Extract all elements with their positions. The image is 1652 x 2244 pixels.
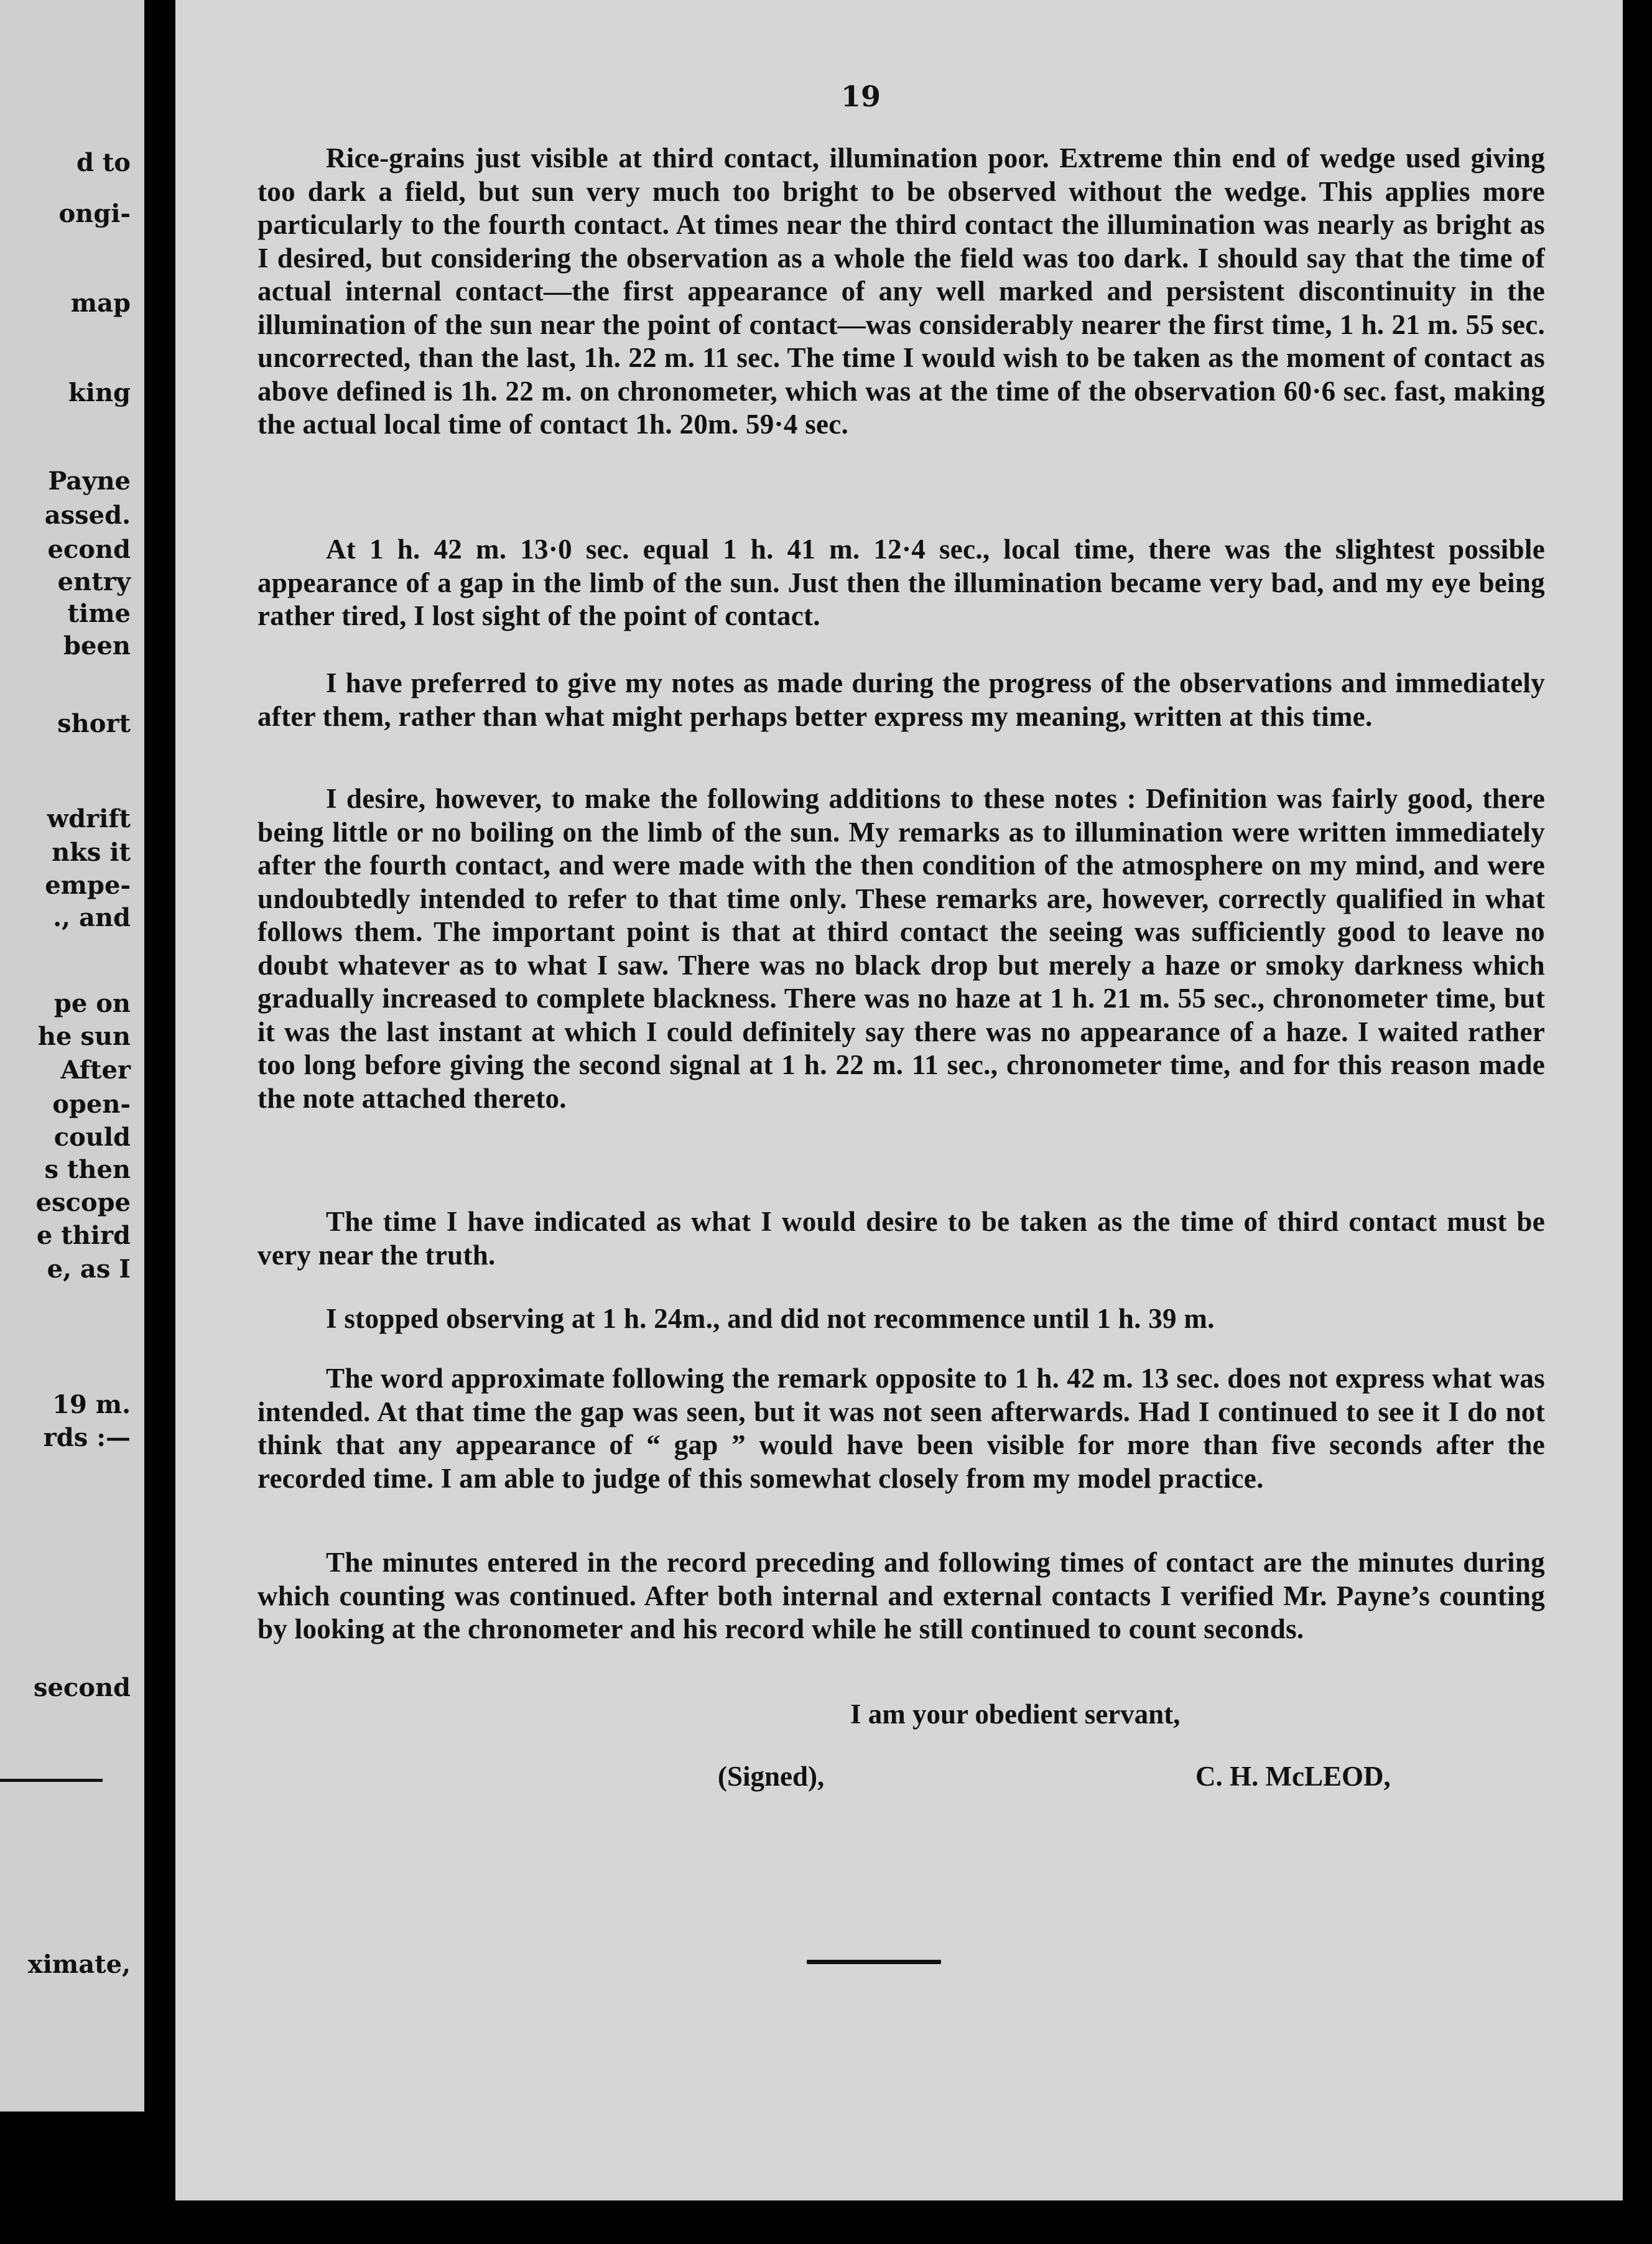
paragraph-observation-notes: Rice-grains just visible at third contact, illumination poor. Extreme thin end of wedge used giving too dark a field, but sun very much too bright to be observed without the wedge. This applies more particularly to the fourth contact. At times near the third contact the illumination was nearly as bright as I desired, but considering the observation as a whole the field was too dark. I should say that the time of actual internal contact—the first appearance of any well marked and persistent discontinuity in the illumination of the sun near the point of contact—was considerably nearer the first time, 1 h. 21 m. 55 sec. uncorrected, than the last, 1h. 22 m. 11 sec. The time I would wish to be taken as the moment of contact as above defined is 1h. 22 m. on chronometer, which was at the time of the observation 60·6 sec. fast, making the actual local time of contact 1h. 20m. 59·4 sec. [258, 142, 1545, 440]
facing-page-line: been [63, 631, 131, 661]
facing-page-line: entry [57, 567, 131, 596]
signature-name: C. H. McLEOD, [1195, 1761, 1391, 1792]
paragraph-word-approximate: The word approximate following the remark opposite to 1 h. 42 m. 13 sec. does not express what was intended. At that time the gap was seen, but it was not seen afterwards. Had I continued to see it I do not think that any appearance of “ gap ” would have been visible for more than five seconds after the recorded time. I am able to judge of this somewhat closely from my model practice. [258, 1363, 1545, 1494]
facing-page-line: he sun [37, 1022, 131, 1051]
facing-page-line: open- [52, 1090, 131, 1119]
facing-page-line: pe on [53, 989, 131, 1018]
paragraph-stopped-observing: I stopped observing at 1 h. 24m., and did not recommence until 1 h. 39 m. [326, 1303, 1215, 1334]
facing-page-line: king [68, 378, 131, 407]
facing-page-line: e third [36, 1221, 131, 1250]
facing-page-line: nks it [52, 838, 131, 867]
facing-page-line: Payne [48, 466, 131, 496]
facing-page-line: ., and [53, 903, 131, 932]
paragraph-gap-sighting: At 1 h. 42 m. 13·0 sec. equal 1 h. 41 m. 12·4 sec., local time, there was the slightest possible appearance of a gap in the limb of the sun. Just then the illumination became very bad, and my eye being rather tired, I lost sight of the point of contact. [258, 534, 1545, 631]
facing-page-fragment [0, 0, 144, 2112]
facing-page-line: ximate, [27, 1950, 131, 1979]
facing-page-line: ongi- [58, 199, 131, 228]
facing-page-line: map [70, 289, 131, 318]
facing-page-line: second [33, 1673, 131, 1702]
facing-page-line: time [67, 599, 131, 628]
facing-page-line: empe- [45, 871, 131, 900]
facing-page-line: short [57, 709, 131, 738]
paragraph-notes-preference: I have preferred to give my notes as made during the progress of the observations and immediately after them, rather than what might perhaps better express my meaning, written at this time. [258, 667, 1545, 732]
facing-page-line: escope [35, 1188, 131, 1217]
facing-page-line: e, as I [47, 1254, 131, 1284]
paragraph-minutes-record: The minutes entered in the record preceding and following times of contact are the minutes during which counting was continued. After both internal and external contacts I verified Mr. Payne’s counting by looking at the chronometer and his record while he still continued to count seconds. [258, 1547, 1545, 1644]
facing-page-line: econd [47, 535, 131, 564]
facing-page-line: 19 m. [52, 1390, 131, 1419]
page-number: 19 [841, 80, 881, 113]
facing-page-line: After [60, 1055, 131, 1085]
signed-label: (Signed), [718, 1761, 825, 1792]
facing-page-line: could [53, 1123, 131, 1152]
closing-rule [807, 1960, 941, 1964]
closing-line: I am your obedient servant, [850, 1699, 1181, 1730]
facing-page-rule [0, 1779, 103, 1782]
facing-page-line: assed. [44, 501, 131, 530]
paragraph-additions: I desire, however, to make the following additions to these notes : Definition was fairly good, there being little or no boiling on the limb of the sun. My remarks as to illumination were written immediately after the fourth contact, and were made with the then condition of the atmosphere on my mind, and were undoubtedly intended to refer to that time only. These remarks are, however, correctly qualified in what follows them. The important point is that at third contact the seeing was sufficiently good to leave no doubt whatever as to what I saw. There was no black drop but merely a haze or smoky darkness which gradually increased to complete blackness. There was no haze at 1 h. 21 m. 55 sec., chronometer time, but it was the last instant at which I could definitely say there was no appearance of a haze. I waited rather too long before giving the second signal at 1 h. 22 m. 11 sec., chronometer time, and for this reason made the note attached thereto. [258, 783, 1545, 1114]
facing-page-line: s then [44, 1155, 131, 1184]
document-page [175, 0, 1623, 2200]
paragraph-third-contact-time: The time I have indicated as what I would desire to be taken as the time of third contact must be very near the truth. [258, 1206, 1545, 1271]
facing-page-line: wdrift [47, 804, 131, 833]
facing-page-line: d to [76, 148, 131, 177]
facing-page-line: rds :— [43, 1423, 131, 1452]
